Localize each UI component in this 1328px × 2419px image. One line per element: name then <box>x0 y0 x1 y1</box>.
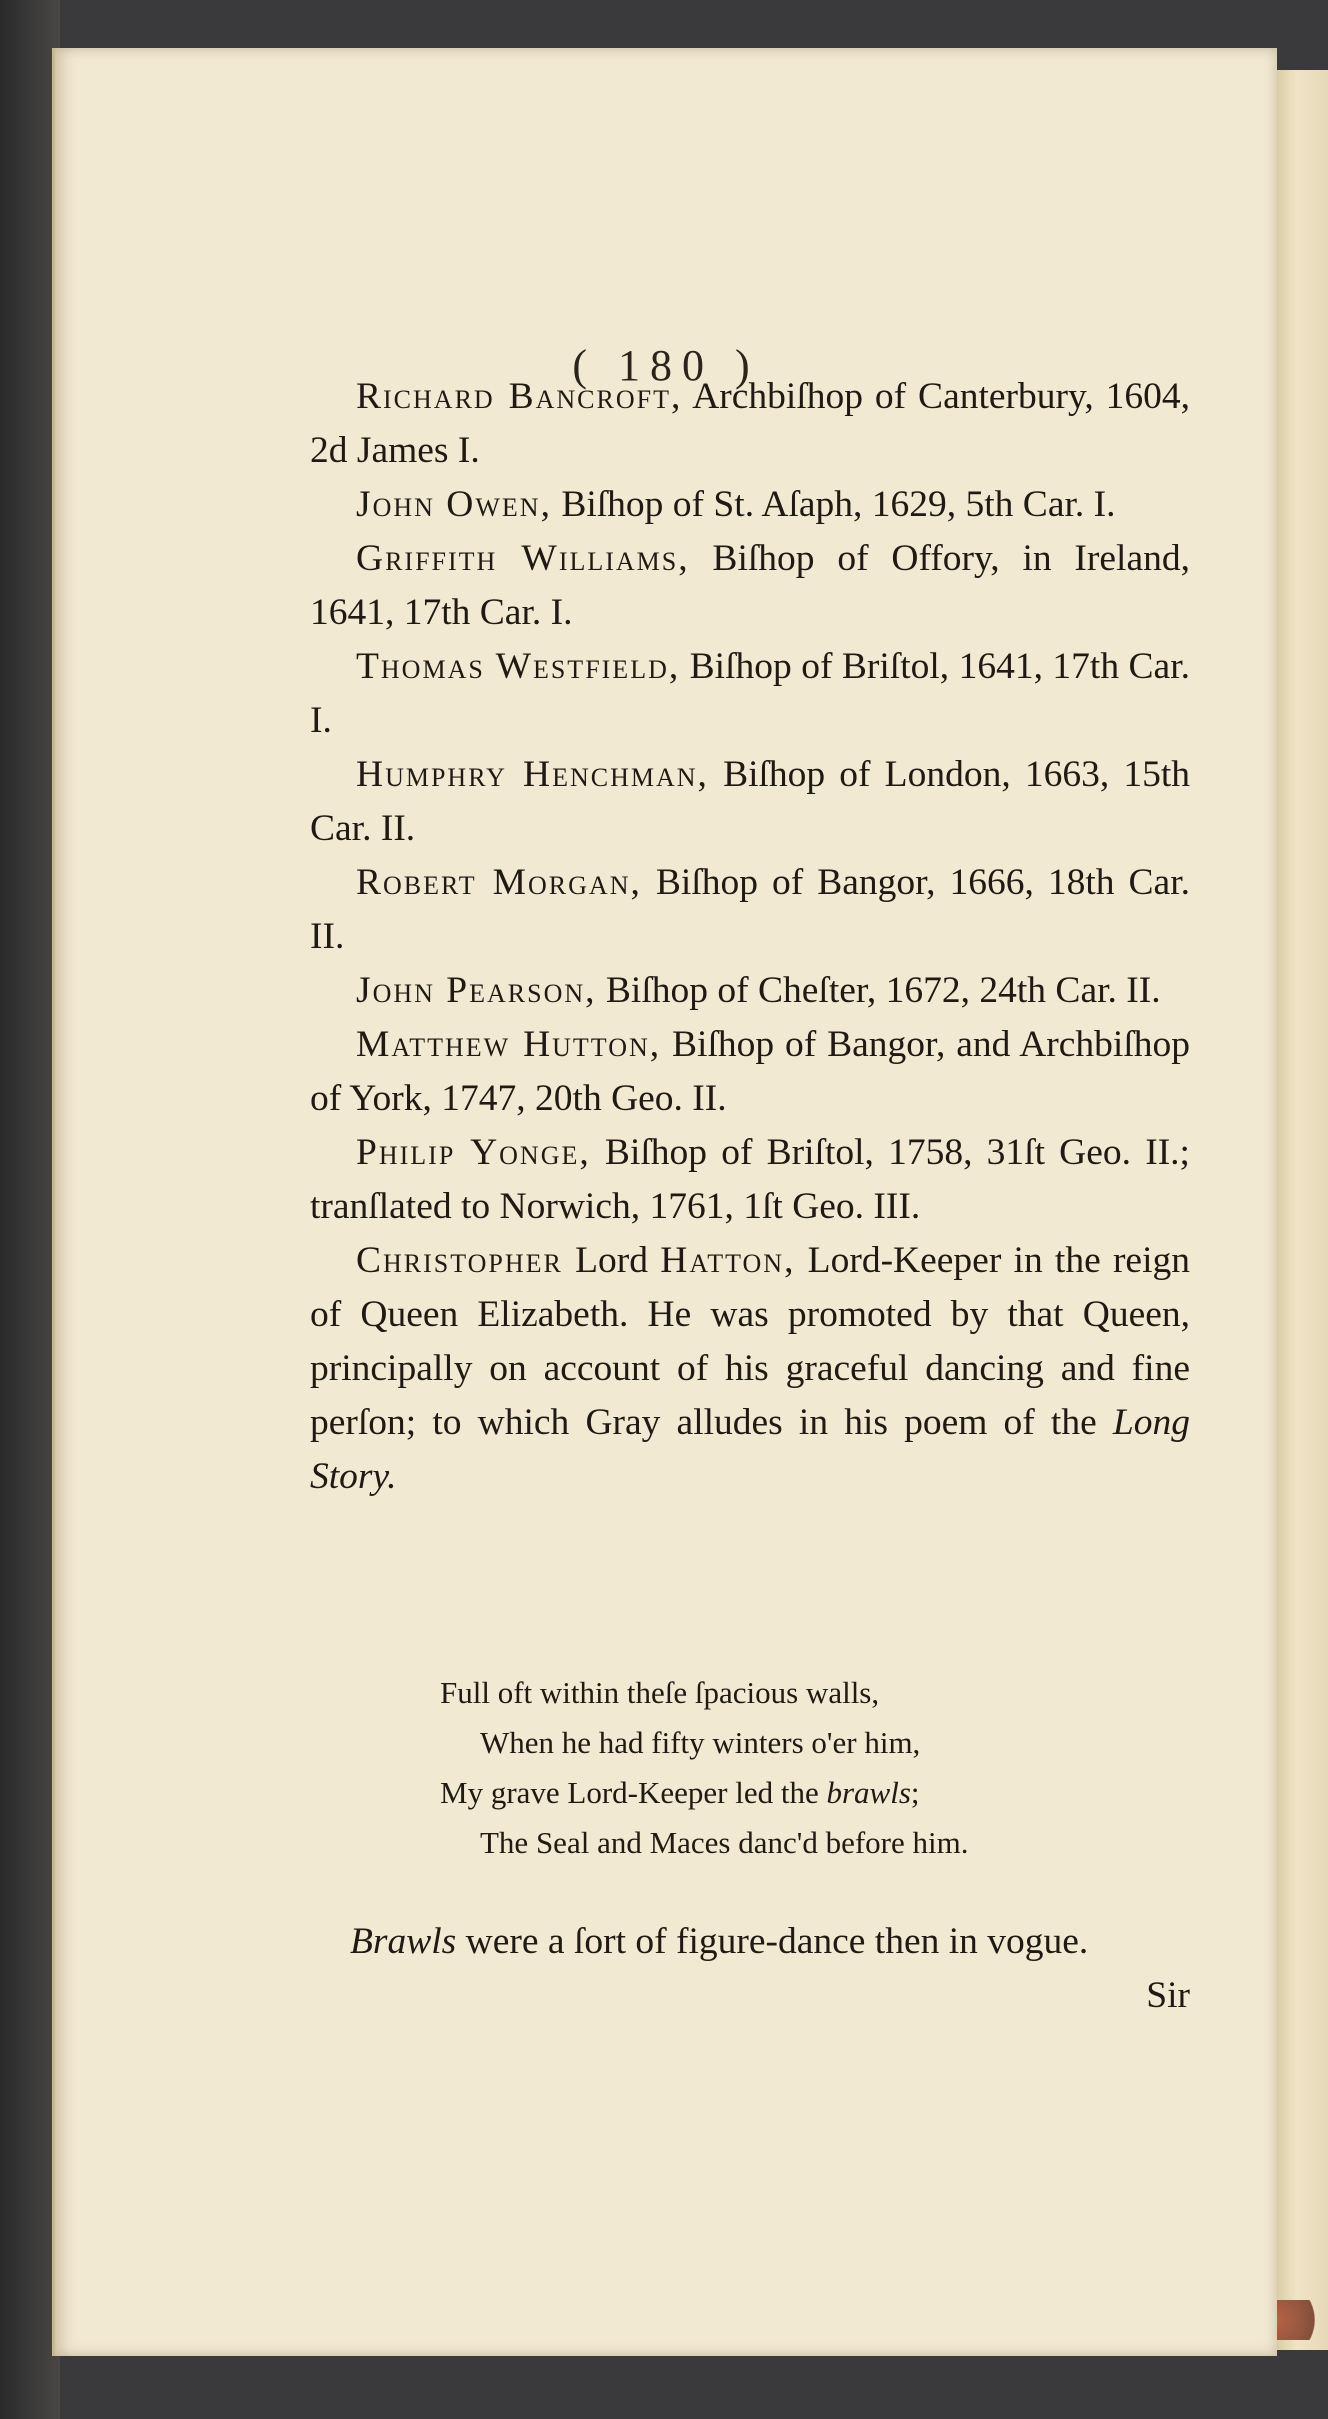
hatton-paragraph: Christopher Lord Hatton, Lord-Keeper in the reign of Queen Elizabeth. He was promoted by that Queen, principally on account of his graceful dancing and fine perſon; to which Gray alludes in his poem of the Long Story. <box>310 1240 1190 1497</box>
entry: Richard Bancroft, Archbiſhop of Canterbury, 1604, 2d James I. <box>310 376 1190 471</box>
binding-shadow <box>0 0 60 2419</box>
verse-line: When he had fifty winters o'er him, <box>480 1725 921 1760</box>
entry: Griffith Williams, Biſhop of Offory, in Ireland, 1641, 17th Car. I. <box>310 538 1190 633</box>
verse-quotation <box>440 1668 1080 1868</box>
verse-line: Full oft within theſe ſpacious walls, <box>440 1675 880 1710</box>
entry: John Pearson, Biſhop of Cheſter, 1672, 24th Car. II. <box>356 970 1161 1011</box>
body-text <box>310 370 1190 1504</box>
page-number: ( 180 ) <box>572 341 760 390</box>
entry: Philip Yonge, Biſhop of Briſtol, 1758, 31ſt Geo. II.; tranſlated to Norwich, 1761, 1ſt Geo. III. <box>310 1132 1190 1227</box>
verse-line: My grave Lord-Keeper led the brawls; <box>440 1775 920 1810</box>
entry: John Owen, Biſhop of St. Aſaph, 1629, 5th Car. I. <box>356 484 1116 525</box>
page-edge <box>1272 70 1328 2350</box>
brawls-note: Brawls were a ſort of figure-dance then in vogue. <box>350 1921 1089 1962</box>
entry: Humphry Henchman, Biſhop of London, 1663, 15th Car. II. <box>310 754 1190 849</box>
entry: Thomas Westfield, Biſhop of Briſtol, 1641, 17th Car. I. <box>310 646 1190 741</box>
poem-title: Long Story. <box>310 1402 1190 1497</box>
entry: Robert Morgan, Biſhop of Bangor, 1666, 18th Car. II. <box>310 862 1190 957</box>
closing-paragraph <box>310 1915 1190 2023</box>
verse-line: The Seal and Maces danc'd before him. <box>480 1825 969 1860</box>
entry: Matthew Hutton, Biſhop of Bangor, and Archbiſhop of York, 1747, 20th Geo. II. <box>310 1024 1190 1119</box>
catchword: Sir <box>1146 1975 1190 2016</box>
